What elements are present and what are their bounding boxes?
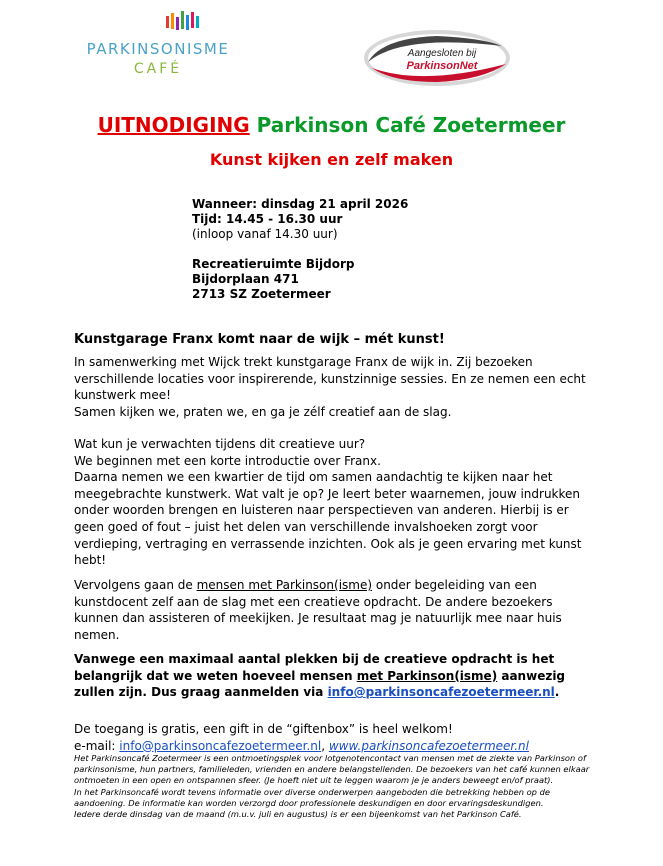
paragraph-1b-text: Samen kijken we, praten we, en ga je zélf creatief aan de slag. <box>74 404 452 419</box>
logo-text-cafe: CAFÉ <box>133 61 183 77</box>
small-print-1: Het Parkinsoncafé Zoetermeer is een ontmoetingsplek voor lotgenotencontact van mensen met de ziekte van Parkinson of parkinsonisme, hun partners, familieleden, vrienden en andere belangstellenden. De bezoekers van het café kunnen elkaar ontmoeten in een open en ontspannen sfeer. (Je hoeft niet uit te leggen waarom je je anders beweegt en/of praat). <box>74 753 590 786</box>
paragraph-4-end: . <box>554 685 560 700</box>
footer-contact <box>74 721 594 754</box>
parkinsonnet-logo <box>362 28 512 88</box>
footer-email-link[interactable]: info@parkinsoncafezoetermeer.nl <box>119 738 322 753</box>
paragraph-3 <box>74 577 594 643</box>
paragraph-2c-text: Daarna nemen we een kwartier de tijd om samen aandachtig te kijken naar het meegebrachte kunstwerk. Wat valt je op? Je leert beter waarnemen, jouw indrukken onder woorden brengen en luisteren naar perspectieven van anderen. Hierbij is er geen goed of fout – juist het delen van verschillende invalshoeken zorgt voor verdieping, vertraging en verrassende inzichten. Ook als je geen ervaring met kunst hebt! <box>74 470 582 568</box>
footer-separator: , <box>321 738 329 753</box>
small-print-2: In het Parkinsoncafé wordt tevens informatie over diverse onderwerpen aangeboden die betrekking hebben op de aandoening. De informatie kan worden verzorgd door professionele deskundigen en door ervaringsdeskundigen. <box>74 786 550 808</box>
paragraph-2a-text: Wat kun je verwachten tijdens dit creatieve uur? <box>74 437 366 451</box>
title-invitation: UITNODIGING <box>97 113 250 137</box>
paragraph-3-highlight: mensen met Parkinson(isme) <box>196 578 373 592</box>
people-bars-icon <box>166 10 200 32</box>
paragraph-2 <box>74 436 594 569</box>
location-name: Recreatieruimte Bijdorp <box>192 257 355 271</box>
paragraph-4-underline: met Parkinson(isme) <box>356 668 498 683</box>
email-label: e-mail: <box>74 738 120 753</box>
register-email-link[interactable]: info@parkinsoncafezoetermeer.nl <box>327 685 555 700</box>
location-city: 2713 SZ Zoetermeer <box>192 287 331 301</box>
footer-small-print <box>74 753 594 820</box>
section-heading: Kunstgarage Franx komt naar de wijk – mét kunst! <box>74 332 445 347</box>
parkinsonisme-cafe-logo <box>78 10 238 82</box>
footer-contact-line <box>74 738 594 755</box>
event-time: Tijd: 14.45 - 16.30 uur <box>192 212 343 226</box>
logo-text-parkinsonnet: ParkinsonNet <box>406 60 478 72</box>
paragraph-4-pre: Vanwege een maximaal aantal plekken bij de creatieve opdracht is het belangrijk dat we weten hoeveel mensen <box>74 652 555 683</box>
paragraph-3-post: onder begeleiding van een kunstdocent zelf aan de slag met een creatieve opdracht. De andere bezoekers kunnen dan assisteren of meekijken. Je resultaat mag je natuurlijk mee naar huis nemen. <box>74 578 562 642</box>
title-cafe-name: Parkinson Café Zoetermeer <box>256 113 566 137</box>
event-walkin: (inloop vanaf 14.30 uur) <box>192 227 338 241</box>
paragraph-4-mid: aanwezig zullen zijn. Dus graag aanmelden via <box>74 668 566 700</box>
paragraph-4 <box>74 651 594 701</box>
logo-text-parkinsonisme: PARKINSONISME <box>86 40 230 58</box>
footer-website-link[interactable]: www.parkinsoncafezoetermeer.nl <box>328 738 529 753</box>
logo-text-aangesloten: Aangesloten bij <box>407 48 477 59</box>
small-print-3: Iedere derde dinsdag van de maand (m.u.v. juli en augustus) is er een bijeenkomst van het Parkinson Café. <box>74 809 522 820</box>
page-title <box>0 113 663 137</box>
event-date: Wanneer: dinsdag 21 april 2026 <box>192 197 409 211</box>
event-location <box>192 257 354 302</box>
event-when <box>192 197 408 242</box>
subtitle: Kunst kijken en zelf maken <box>209 150 454 169</box>
footer-entry: De toegang is gratis, een gift in de “giftenbox” is heel welkom! <box>74 722 453 736</box>
paragraph-2b-text: We beginnen met een korte introductie over Franx. <box>74 453 381 468</box>
paragraph-1-text: In samenwerking met Wijck trekt kunstgarage Franx de wijk in. Zij bezoeken verschillende locaties voor inspirerende, kunstzinnige sessies. En ze nemen een echt kunstwerk mee! <box>74 355 586 403</box>
paragraph-3-pre: Vervolgens gaan de <box>74 578 197 592</box>
paragraph-1 <box>74 354 594 420</box>
location-street: Bijdorplaan 471 <box>192 272 299 286</box>
